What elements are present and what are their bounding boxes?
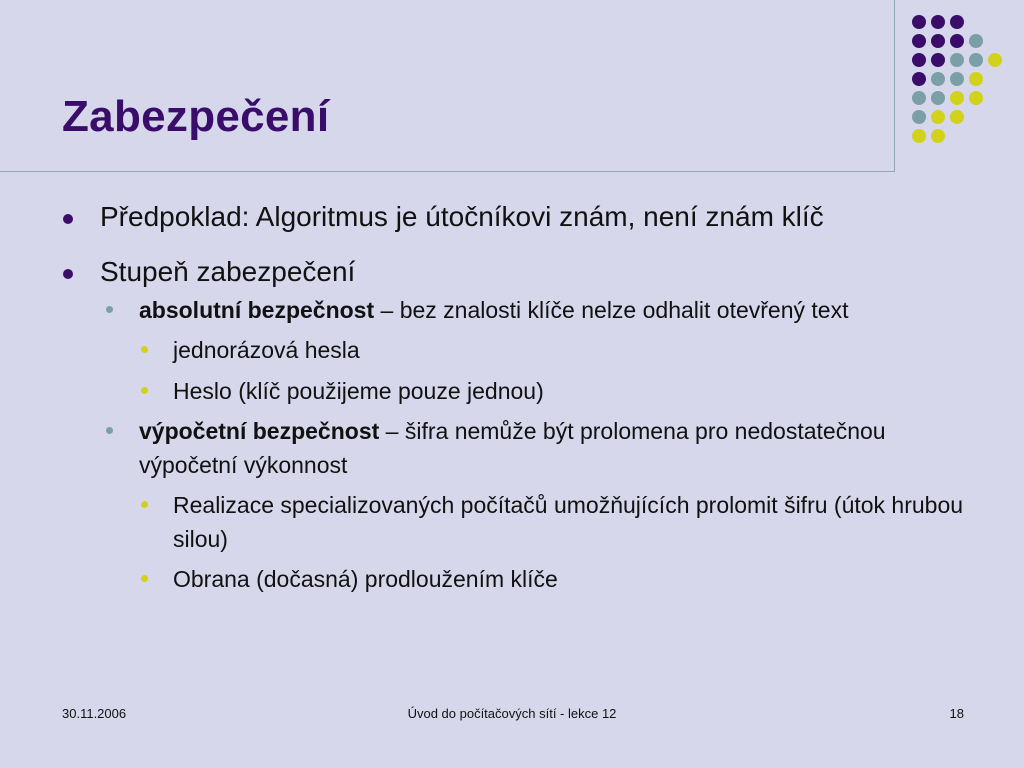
- footer-page-number: 18: [949, 706, 964, 721]
- bullet-list: [0, 200, 1024, 596]
- dot: [969, 34, 983, 48]
- bullet-dot-icon: [106, 306, 113, 313]
- dot: [912, 15, 926, 29]
- dot: [912, 110, 926, 124]
- dot: [969, 72, 983, 86]
- sub-sub-bullet-item: [0, 562, 1003, 596]
- sub-sub-bullet-text: Heslo (klíč použijeme pouze jednou): [173, 378, 544, 404]
- dot: [931, 91, 945, 105]
- bullet-item: [0, 255, 1000, 289]
- dot: [969, 53, 983, 67]
- slide-title: Zabezpečení: [62, 92, 330, 141]
- bullet-dot-icon: [141, 346, 148, 353]
- footer-date: 30.11.2006: [62, 706, 127, 721]
- dot: [988, 53, 1002, 67]
- dot: [950, 34, 964, 48]
- dot: [950, 53, 964, 67]
- sub-sub-bullet-item: [0, 488, 1003, 556]
- bullet-dot-icon: [141, 575, 148, 582]
- dot: [950, 72, 964, 86]
- bullet-dot-icon: [141, 387, 148, 394]
- dot: [931, 110, 945, 124]
- dot: [912, 129, 926, 143]
- title-divider-vertical: [894, 0, 895, 172]
- sub-sub-bullet-item: [0, 374, 1003, 408]
- dot: [912, 91, 926, 105]
- sub-bullet-item: [0, 414, 979, 482]
- sub-sub-bullet-text: jednorázová hesla: [173, 337, 360, 363]
- footer-title: Úvod do počítačových sítí - lekce 12: [407, 706, 617, 721]
- dot: [931, 129, 945, 143]
- sub-bullet-bold-term: absolutní bezpečnost: [139, 297, 375, 323]
- dot: [950, 110, 964, 124]
- sub-bullet-item: [0, 293, 979, 327]
- dot: [912, 53, 926, 67]
- dot: [931, 34, 945, 48]
- dot: [931, 15, 945, 29]
- title-divider-horizontal: [0, 171, 895, 172]
- sub-bullet-bold-term: výpočetní bezpečnost: [139, 418, 380, 444]
- bullet-dot-icon: [106, 427, 113, 434]
- dot: [950, 15, 964, 29]
- slide-content: [0, 200, 1024, 596]
- dot: [931, 53, 945, 67]
- dot: [912, 72, 926, 86]
- dot: [912, 34, 926, 48]
- sub-sub-bullet-text: Realizace specializovaných počítačů umožňujících prolomit šifru (útok hrubou silou): [173, 492, 964, 552]
- sub-sub-bullet-text: Obrana (dočasná) prodloužením klíče: [173, 566, 558, 592]
- bullet-dot-icon: [141, 501, 148, 508]
- sub-bullet-text: – šifra nemůže být prolomena pro nedostatečnou výpočetní výkonnost: [139, 418, 886, 478]
- bullet-item: [0, 200, 1000, 234]
- dot: [969, 91, 983, 105]
- bullet-dot-icon: [63, 269, 73, 279]
- sub-bullet-text: – bez znalosti klíče nelze odhalit otevřený text: [374, 297, 849, 323]
- bullet-text: Stupeň zabezpečení: [100, 256, 356, 287]
- dot: [950, 91, 964, 105]
- bullet-dot-icon: [63, 214, 73, 224]
- bullet-text: Předpoklad: Algoritmus je útočníkovi znám, není znám klíč: [100, 201, 824, 232]
- sub-sub-bullet-item: [0, 333, 1003, 367]
- dot: [931, 72, 945, 86]
